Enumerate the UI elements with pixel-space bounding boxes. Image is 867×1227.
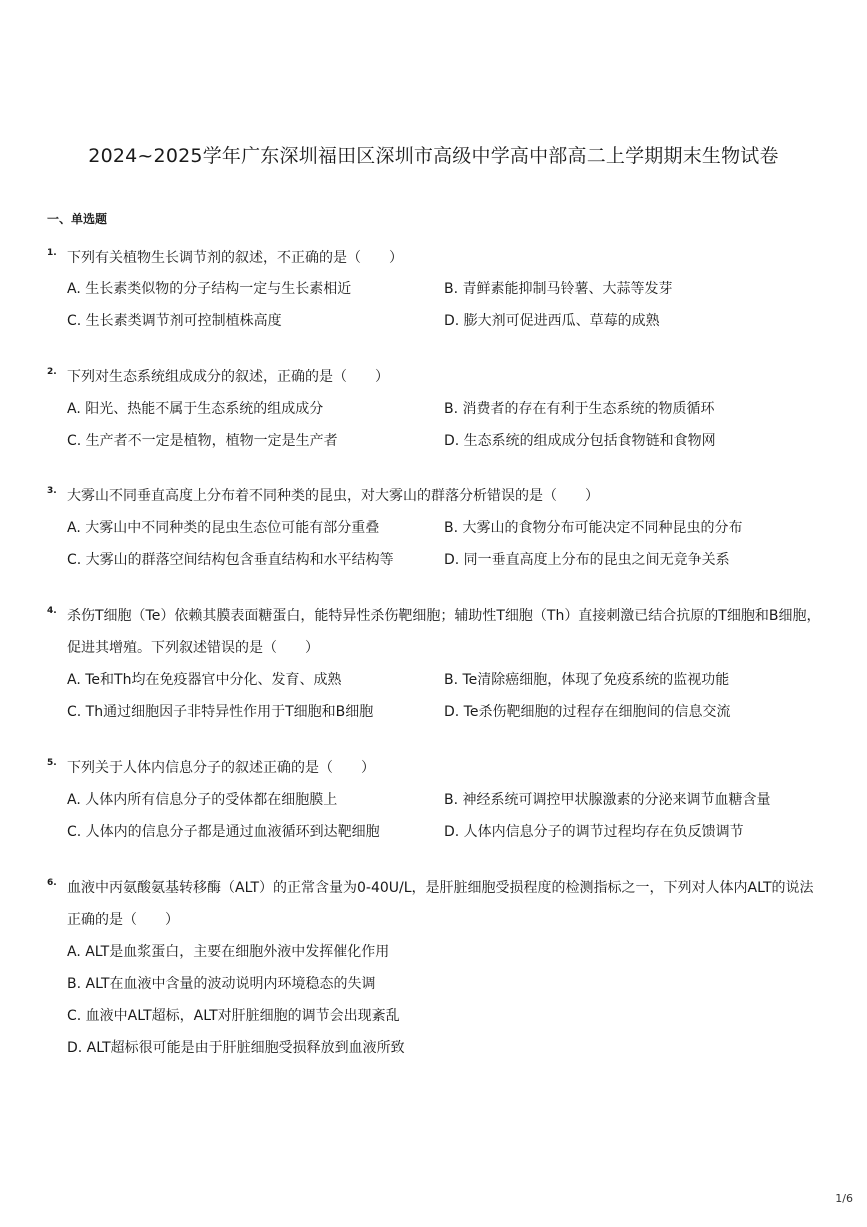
option-c: C. 生产者不一定是植物，植物一定是生产者 — [67, 433, 338, 449]
question-number: 5. — [47, 758, 57, 768]
question-number: 1. — [47, 248, 57, 258]
option-b: B. Te清除癌细胞，体现了免疫系统的监视功能 — [444, 672, 730, 688]
question-stem: 血液中丙氨酸氨基转移酶（ALT）的正常含量为0-40U/L，是肝脏细胞受损程度的检测指标之一，下列对人体内ALT的说法正确的是（ ） — [67, 880, 814, 928]
option-d: D. 人体内信息分子的调节过程均存在负反馈调节 — [444, 824, 744, 840]
page-number: 1/6 — [835, 1192, 853, 1205]
option-b: B. 大雾山的食物分布可能决定不同种昆虫的分布 — [444, 520, 743, 536]
option-a: A. 人体内所有信息分子的受体都在细胞膜上 — [67, 792, 338, 808]
option-d: D. 膨大剂可促进西瓜、草莓的成熟 — [444, 313, 660, 329]
option-a: A. 大雾山中不同种类的昆虫生态位可能有部分重叠 — [67, 520, 380, 536]
option-c: C. 大雾山的群落空间结构包含垂直结构和水平结构等 — [67, 552, 394, 568]
option-b: B. 神经系统可调控甲状腺激素的分泌来调节血糖含量 — [444, 792, 771, 808]
question-stem: 下列关于人体内信息分子的叙述正确的是（ ） — [67, 760, 375, 776]
option-d: D. ALT超标很可能是由于肝脏细胞受损释放到血液所致 — [67, 1040, 405, 1056]
question-stem: 大雾山不同垂直高度上分布着不同种类的昆虫，对大雾山的群落分析错误的是（ ） — [67, 488, 599, 504]
option-c: C. Th通过细胞因子非特异性作用于T细胞和B细胞 — [67, 704, 374, 720]
option-c: C. 生长素类调节剂可控制植株高度 — [67, 313, 282, 329]
question-number: 3. — [47, 486, 57, 496]
option-d: D. Te杀伤靶细胞的过程存在细胞间的信息交流 — [444, 704, 731, 720]
exam-title: 2024~2025学年广东深圳福田区深圳市高级中学高中部高二上学期期末生物试卷 — [88, 145, 779, 167]
option-c: C. 血液中ALT超标，ALT对肝脏细胞的调节会出现紊乱 — [67, 1008, 400, 1024]
option-a: A. 生长素类似物的分子结构一定与生长素相近 — [67, 281, 352, 297]
option-b: B. 消费者的存在有利于生态系统的物质循环 — [444, 401, 715, 417]
option-b: B. 青鲜素能抑制马铃薯、大蒜等发芽 — [444, 281, 673, 297]
option-d: D. 同一垂直高度上分布的昆虫之间无竞争关系 — [444, 552, 730, 568]
question-number: 4. — [47, 606, 57, 616]
question-stem: 下列有关植物生长调节剂的叙述，不正确的是（ ） — [67, 250, 403, 266]
option-d: D. 生态系统的组成成分包括食物链和食物网 — [444, 433, 716, 449]
option-c: C. 人体内的信息分子都是通过血液循环到达靶细胞 — [67, 824, 380, 840]
option-a: A. Te和Th均在免疫器官中分化、发育、成熟 — [67, 672, 342, 688]
option-a: A. 阳光、热能不属于生态系统的组成成分 — [67, 401, 324, 417]
section-heading: 一、单选题 — [47, 212, 108, 226]
question-stem: 杀伤T细胞（Te）依赖其膜表面糖蛋白，能特异性杀伤靶细胞；辅助性T细胞（Th）直接刺激已结合抗原的T细胞和B细胞，促进其增殖。下列叙述错误的是（ ） — [67, 608, 821, 656]
question-stem: 下列对生态系统组成成分的叙述，正确的是（ ） — [67, 369, 389, 385]
option-b: B. ALT在血液中含量的波动说明内环境稳态的失调 — [67, 976, 376, 992]
question-number: 6. — [47, 878, 57, 888]
option-a: A. ALT是血浆蛋白，主要在细胞外液中发挥催化作用 — [67, 944, 390, 960]
question-number: 2. — [47, 367, 57, 377]
